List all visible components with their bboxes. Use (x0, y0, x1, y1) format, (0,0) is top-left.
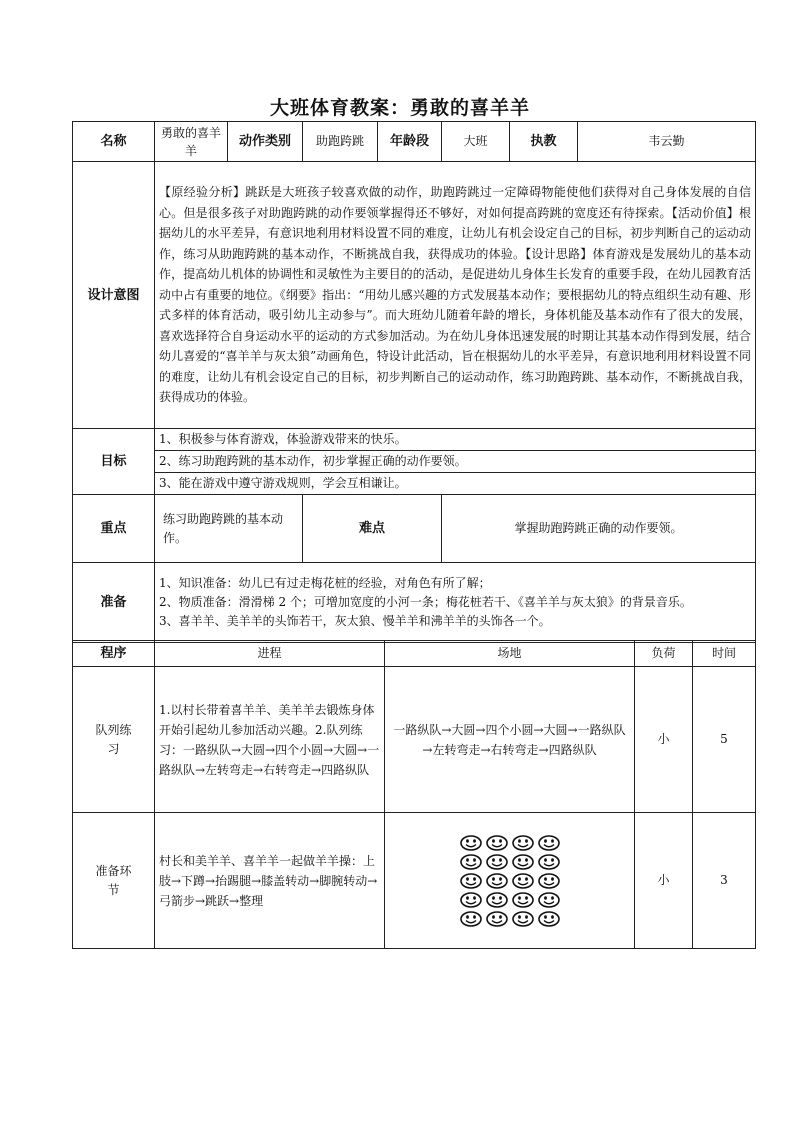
smiley-face-icon (538, 911, 560, 927)
smiley-face-icon (486, 835, 508, 851)
smiley-face-icon (460, 911, 482, 927)
smiley-face-icon (460, 873, 482, 889)
prep-item: 3、喜羊羊、美羊羊的头饰若干，灰太狼、慢羊羊和沸羊羊的头饰各一个。 (159, 614, 551, 628)
type-value: 助跑跨跳 (303, 122, 378, 162)
proc-time: 5 (693, 667, 756, 813)
procedure-table (72, 640, 756, 949)
smiley-face-icon (486, 911, 508, 927)
proc-header-load: 负荷 (635, 641, 693, 667)
proc-step: 准备环节 (73, 813, 155, 949)
proc-header-process: 进程 (155, 641, 385, 667)
key-label: 重点 (73, 495, 155, 563)
proc-process: 1.以村长带着喜羊羊、美羊羊去锻炼身体开始引起幼儿参加活动兴趣。2.队列练习：一路纵队→大圆→四个小圆→大圆→一路纵队→左转弯走→右转弯走→四路纵队 (155, 667, 385, 813)
difficulty-label: 难点 (303, 495, 442, 563)
goal-item: 1、积极参与体育游戏，体验游戏带来的快乐。 (155, 429, 756, 451)
smiley-face-icon (512, 911, 534, 927)
smiley-face-icon (538, 892, 560, 908)
proc-process: 村长和美羊羊、喜羊羊一起做羊羊操：上肢→下蹲→抬踢腿→膝盖转动→脚腕转动→弓箭步→跳跃→整理 (155, 813, 385, 949)
prep-item: 2、物质准备：滑滑梯 2 个；可增加宽度的小河一条；梅花桩若干、《喜羊羊与灰太狼》的背景音乐。 (159, 595, 692, 609)
smiley-face-icon (538, 873, 560, 889)
smiley-face-icon (460, 854, 482, 870)
smiley-face-icon (486, 892, 508, 908)
design-label: 设计意图 (73, 162, 155, 429)
smiley-face-icon (512, 873, 534, 889)
teacher-label: 执教 (510, 122, 578, 162)
design-text: 【原经验分析】跳跃是大班孩子较喜欢做的动作，助跑跨跳过一定障碍物能使他们获得对自己身体发展的自信心。但是很多孩子对助跑跨跳的动作要领掌握得还不够好，对如何提高跨跳的宽度还有待探索。【活动价值】根据幼儿的水平差异，有意识地利用材料设置不同的难度，让幼儿有机会设定自己的目标，初步判断自己的运动动作，练习从助跑跨跳的基本动作，不断挑战自我，获得成功的体验。【设计思路】体育游戏是发展幼儿的基本动作，提高幼儿机体的协调性和灵敏性为主要目的的活动，是促进幼儿身体生长发育的重要手段，在幼儿园教育活动中占有重要的地位。《纲要》指出：“用幼儿感兴趣的方式发展基本动作；要根据幼儿的特点组织生动有趣、形式多样的体育活动，吸引幼儿主动参与”。而大班幼儿随着年龄的增长，身体机能及基本动作有了很大的发展，喜欢选择符合自身运动水平的运动的方式参加活动。为在幼儿身体迅速发展的时期让其基本动作得到发展，结合幼儿喜爱的“喜羊羊与灰太狼”动画角色，特设计此活动，旨在根据幼儿的水平差异，有意识地利用材料设置不同的难度，让幼儿有机会设定自己的目标，初步判断自己的运动动作，练习助跑跨跳、基本动作，不断挑战自我，获得成功的体验。 (155, 162, 756, 429)
age-value: 大班 (442, 122, 510, 162)
proc-step: 队列练习 (73, 667, 155, 813)
proc-venue: 一路纵队→大圆→四个小圆→大圆→一路纵队→左转弯走→右转弯走→四路纵队 (385, 667, 635, 813)
lesson-info-table (72, 121, 756, 643)
smiley-face-icon (512, 854, 534, 870)
proc-load: 小 (635, 813, 693, 949)
goal-item: 3、能在游戏中遵守游戏规则，学会互相谦让。 (155, 473, 756, 495)
name-label: 名称 (73, 122, 155, 162)
prep-item: 1、知识准备：幼儿已有过走梅花桩的经验，对角色有所了解； (159, 576, 491, 590)
proc-venue-formation (385, 813, 635, 949)
prep-content (155, 563, 756, 643)
proc-time: 3 (693, 813, 756, 949)
smiley-face-icon (512, 835, 534, 851)
smiley-face-icon (538, 854, 560, 870)
teacher-value: 韦云勤 (578, 122, 756, 162)
proc-header-time: 时间 (693, 641, 756, 667)
name-value: 勇敢的喜羊羊 (155, 122, 228, 162)
goal-item: 2、练习助跑跨跳的基本动作，初步掌握正确的动作要领。 (155, 451, 756, 473)
proc-header-step: 程序 (73, 641, 155, 667)
smiley-face-icon (460, 835, 482, 851)
smiley-face-icon (486, 854, 508, 870)
prep-label: 准备 (73, 563, 155, 643)
smiley-face-icon (460, 892, 482, 908)
age-label: 年龄段 (378, 122, 442, 162)
goals-label: 目标 (73, 429, 155, 495)
smiley-face-icon (512, 892, 534, 908)
page-title: 大班体育教案：勇敢的喜羊羊 (269, 97, 530, 119)
smiley-face-icon (486, 873, 508, 889)
proc-header-venue: 场地 (385, 641, 635, 667)
smiley-formation (389, 835, 630, 927)
key-value: 练习助跑跨跳的基本动作。 (155, 495, 303, 563)
smiley-face-icon (538, 835, 560, 851)
proc-load: 小 (635, 667, 693, 813)
type-label: 动作类别 (228, 122, 303, 162)
difficulty-value: 掌握助跑跨跳正确的动作要领。 (442, 495, 756, 563)
